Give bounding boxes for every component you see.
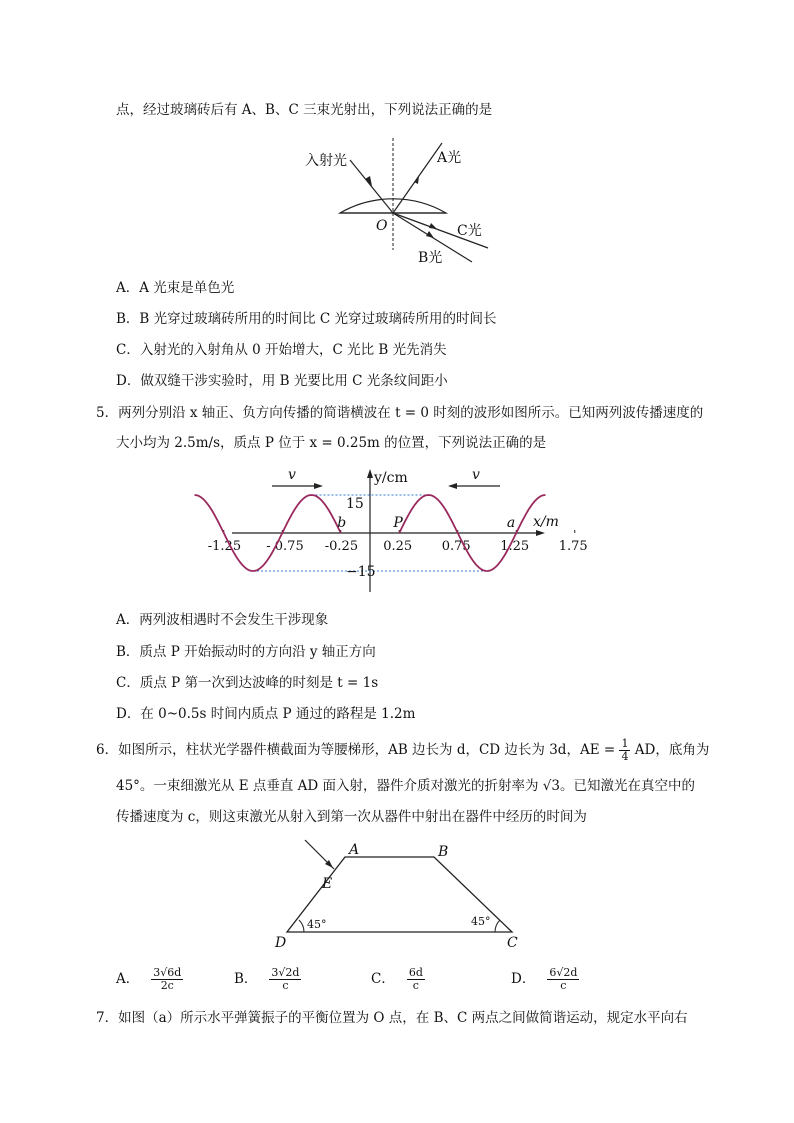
q5-option-c: C．质点 P 第一次到达波峰的时刻是 t = 1s <box>116 675 379 691</box>
q6-opt-d-den: c <box>560 979 567 992</box>
q4-option-b: B．B 光穿过玻璃砖所用的时间比 C 光穿过玻璃砖所用的时间长 <box>116 311 497 327</box>
q6-line2: 45°。一束细激光从 E 点垂直 AD 面入射，器件介质对激光的折射率为 √3。已知激光在真空中的 <box>116 778 696 794</box>
label-b: B <box>438 844 449 860</box>
q6-opt-d-label: D． <box>511 971 536 987</box>
q6-opt-c-den: c <box>412 979 419 992</box>
q4-option-d: D．做双缝干涉实验时，用 B 光要比用 C 光条纹间距小 <box>116 373 448 389</box>
q6-opt-a-den: 2c <box>160 979 174 992</box>
x-tick-label: 0.25 <box>383 539 413 554</box>
q6-option-c <box>371 964 425 994</box>
q7-line1: 7．如图（a）所示水平弹簧振子的平衡位置为 O 点，在 B、C 两点之间做简谐运动，规定水平向右 <box>96 1010 688 1026</box>
q6-line3: 传播速度为 c，则这束激光从射入到第一次从器件中射出在器件中经历的时间为 <box>116 809 587 825</box>
x-tick-label: -0.25 <box>324 539 359 554</box>
q6-opt-b-num: 3√2d <box>271 966 300 979</box>
q5-line2: 大小均为 2.5m/s，质点 P 位于 x = 0.25m 的位置，下列说法正确的是 <box>116 435 547 451</box>
q6-option-d <box>511 964 579 994</box>
label-a: A <box>349 842 360 858</box>
x-tick-label: - 0.75 <box>266 539 304 554</box>
q6-opt-d-num: 6√2d <box>549 966 578 979</box>
q6-opt-c-label: C． <box>371 971 395 987</box>
q6-opt-b-den: c <box>282 979 289 992</box>
q6-opt-a-num: 3√6d <box>153 966 182 979</box>
y-tick-label: 15 <box>346 496 364 512</box>
point-label-a: a <box>506 515 516 531</box>
angle-arc-left <box>299 920 304 932</box>
o-label: O <box>376 218 388 234</box>
x-tick-label: -1.25 <box>207 539 242 554</box>
label-c: C <box>507 935 518 951</box>
velocity-label-right: v <box>472 467 480 483</box>
point-label-p: P <box>393 515 403 531</box>
q5-option-b: B．质点 P 开始振动时的方向沿 y 轴正方向 <box>116 644 376 660</box>
point-label-b: b <box>337 515 347 531</box>
q6-opt-a-label: A． <box>116 971 140 987</box>
q5-option-a: A．两列波相遇时不会发生干涉现象 <box>116 612 329 628</box>
q4-intro: 点，经过玻璃砖后有 A、B、C 三束光射出，下列说法正确的是 <box>116 102 493 118</box>
q4-option-c: C．入射光的入射角从 0 开始增大，C 光比 B 光先消失 <box>116 342 447 358</box>
angle-right-label: 45° <box>471 915 491 928</box>
q6-line1-b: AD，底角为 <box>634 742 710 758</box>
q6-line1-a: 6．如图所示，柱状光学器件横截面为等腰梯形，AB 边长为 d，CD 边长为 3d，AE = <box>96 742 616 758</box>
x-tick-label: 1.25 <box>500 539 530 554</box>
label-e: E <box>322 876 333 892</box>
q6-opt-c-num: 6d <box>408 966 423 979</box>
incident-label: 入射光 <box>305 153 347 169</box>
q6-frac-den: 4 <box>621 750 629 763</box>
x-tick-label: 0.75 <box>441 539 471 554</box>
label-d: D <box>275 935 287 951</box>
q4-option-a: A．A 光束是单色光 <box>116 280 235 296</box>
x-tick-label: 1.75 <box>558 539 588 554</box>
velocity-label-left: v <box>288 467 296 483</box>
q6-option-b <box>234 964 301 994</box>
q6-opt-b-label: B． <box>234 971 258 987</box>
q5-option-d: D．在 0~0.5s 时间内质点 P 通过的路程是 1.2m <box>116 706 416 722</box>
b-light-label: B光 <box>418 250 443 266</box>
q6-option-a <box>116 964 183 994</box>
angle-arc-right <box>495 920 500 932</box>
q5-line1: 5．两列分别沿 x 轴正、负方向传播的简谐横波在 t = 0 时刻的波形如图所示。已知两列波传播速度的 <box>96 405 704 421</box>
c-light-label: C光 <box>457 223 482 239</box>
y-tick-label: −15 <box>346 564 376 580</box>
y-axis-label: y/cm <box>374 470 408 486</box>
angle-left-label: 45° <box>307 918 327 931</box>
q6-frac-num: 1 <box>621 737 629 750</box>
x-axis-label: x/m <box>533 514 559 530</box>
a-light-label: A光 <box>437 150 462 166</box>
